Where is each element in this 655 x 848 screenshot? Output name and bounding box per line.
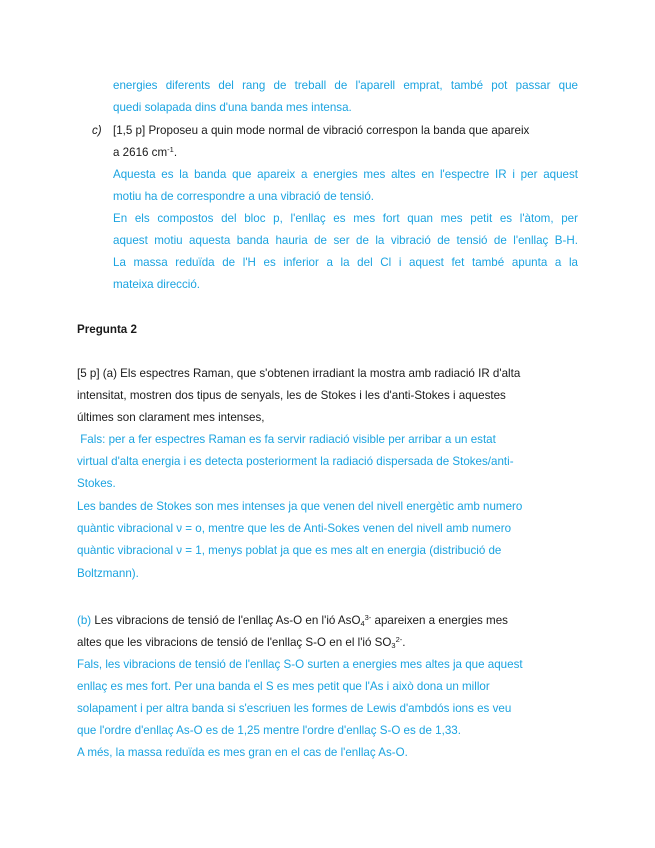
answer-a-line-1: Fals: per a fer espectres Raman es fa servir radiació visible per arribar a un estat [77,433,496,446]
answer-c-line-1: Aquesta es la banda que apareix a energies mes altes en l'espectre IR i per aquest [113,168,578,181]
question-c-line-2 [113,145,578,160]
answer-a-line-6: quàntic vibracional ν = 1, menys poblat ja que es mes alt en energia (distribució de [77,544,502,557]
question-c-line-2-text: a 2616 cm [113,146,168,159]
question-b-line-2-text: altes que les vibracions de tensió de l'enllaç S-O en el l'ió SO [77,636,392,649]
question-b-line-1-end: apareixen a energies mes [371,614,508,627]
question-a-line-2: intensitat, mostren dos tipus de senyals, les de Stokes i les d'anti-Stokes i aquestes [77,389,506,402]
answer-a-line-2: virtual d'alta energia i es detecta posteriorment la radiació dispersada de Stokes/anti- [77,455,514,468]
question-b-line-2-end: . [402,636,406,649]
answer-b-line-3: solapament i per altra banda si s'escriuen les formes de Lewis d'ambdós ions es veu [77,702,512,715]
answer-c-line-5: La massa reduïda de l'H es inferior a la del Cl i aquest fet també apunta a la [113,256,578,269]
answer-a-line-4: Les bandes de Stokes son mes intenses ja que venen del nivell energètic amb numero [77,500,523,513]
arsenate-charge: 3- [364,613,372,622]
question-a-line-1: [5 p] (a) Els espectres Raman, que s'obtenen irradiant la mostra amb radiació IR d'alta [77,367,521,380]
question-c-line-1: [1,5 p] Proposeu a quin mode normal de vibració correspon la banda que apareix [113,124,530,137]
answer-c-line-6: mateixa direcció. [113,278,200,291]
answer-b-line-2: enllaç es mes fort. Per una banda el S es mes petit que l'As i això dona un millor [77,680,490,693]
question-a-line-3: últimes son clarament mes intenses, [77,411,265,424]
question-c-line-2-end: . [173,146,178,159]
question-b-line-1 [77,613,508,628]
answer-b-line-1: Fals, les vibracions de tensió de l'enllaç S-O surten a energies mes altes ja que aquest [77,658,523,671]
answer-c-line-3: En els compostos del bloc p, l'enllaç es mes fort quan mes petit es l'àtom, per [113,212,578,225]
question-b-line-1-text: Les vibracions de tensió de l'enllaç As-O en l'ió AsO [91,614,361,627]
sulfite-charge: 2- [395,635,403,644]
answer-b-line-4: que l'ordre d'enllaç As-O es de 1,25 mentre l'ordre d'enllaç S-O es de 1,33. [77,724,461,737]
answer-c-line-2: motiu ha de correspondre a una vibració de tensió. [113,190,375,203]
answer-a-line-3: Stokes. [77,477,116,490]
answer-a-line-5: quàntic vibracional ν = o, mentre que les de Anti-Sokes venen del nivell amb numero [77,522,512,535]
question-b-label: (b) [77,614,92,627]
pregunta-2-heading: Pregunta 2 [77,323,137,336]
question-c-exponent: -1 [167,145,174,154]
question-c-label: c) [92,124,102,137]
intro-line-2: quedi solapada dins d'una banda mes intensa. [113,101,352,114]
arsenate-subscript: 4 [360,619,365,628]
answer-a-line-7: Boltzmann). [77,567,139,580]
sulfite-subscript: 3 [391,641,396,650]
intro-line-1: energies diferents del rang de treball de l'aparell emprat, també pot passar que [113,79,578,92]
question-b-line-2 [77,635,406,650]
answer-c-line-4: aquest motiu aquesta banda hauria de ser de la vibració de tensió de l'enllaç B-H. [113,234,578,247]
answer-b-line-5: A més, la massa reduïda es mes gran en el cas de l'enllaç As-O. [77,746,408,759]
